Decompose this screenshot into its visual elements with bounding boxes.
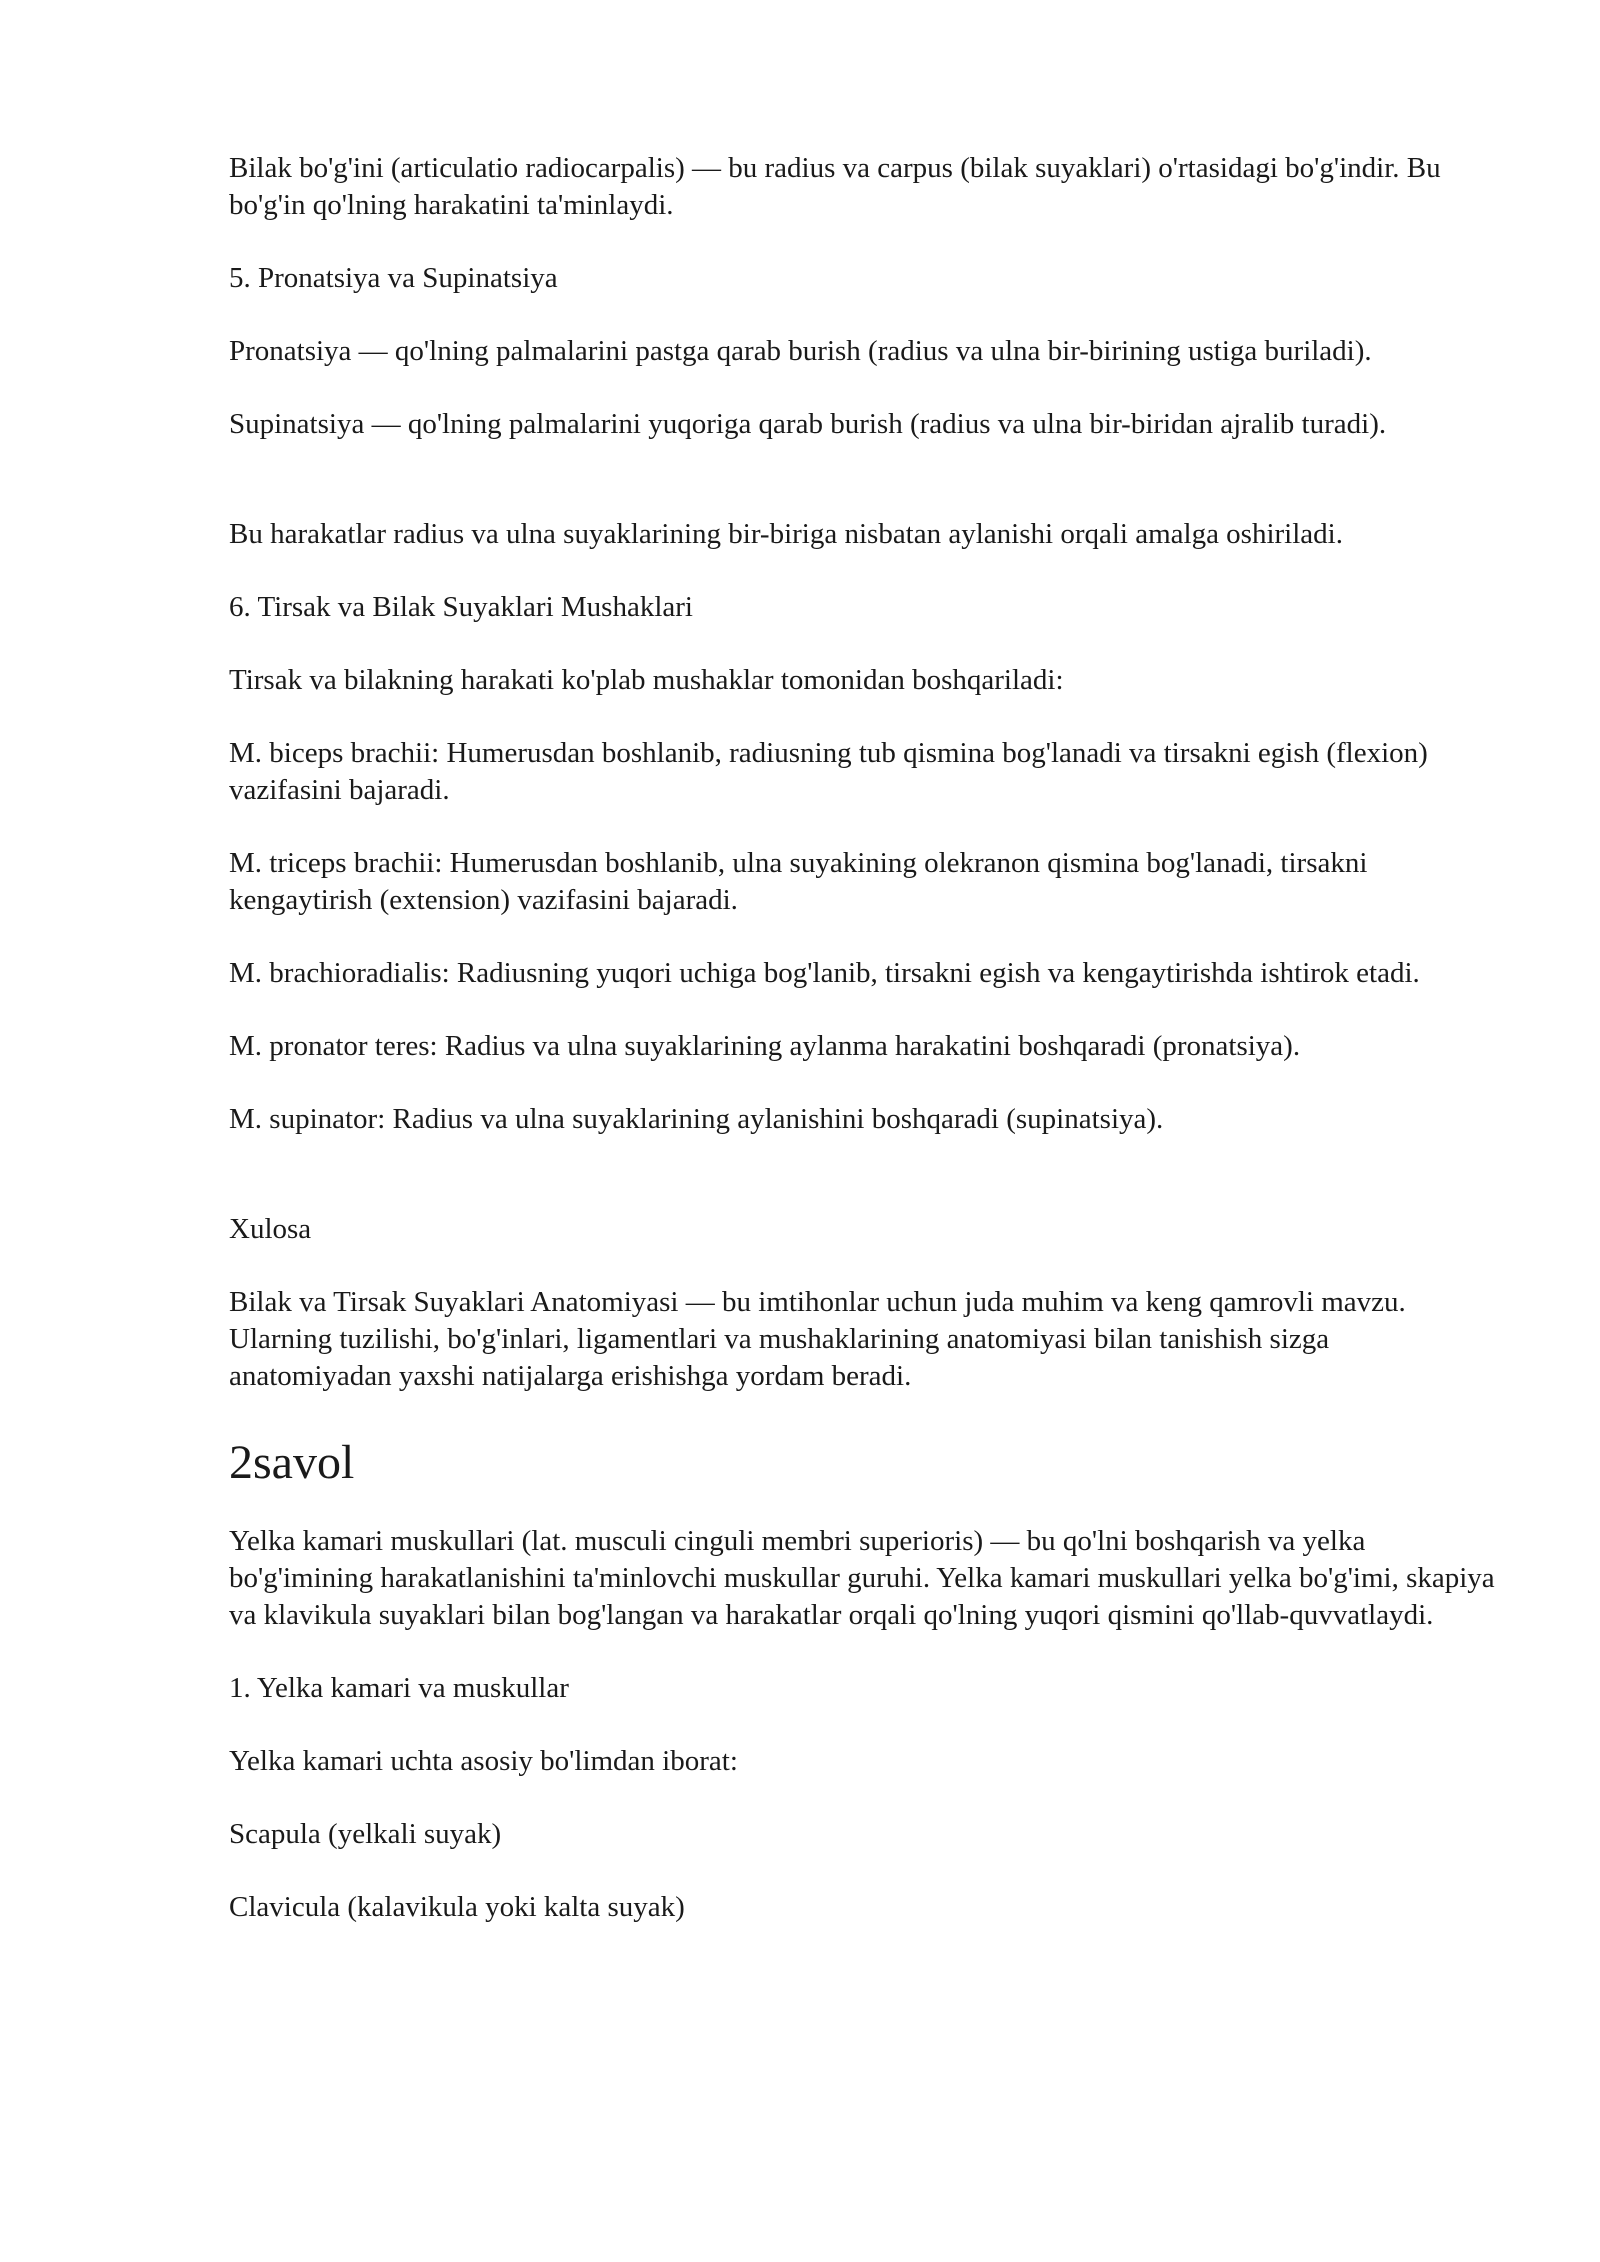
paragraph-wrist-joint: Bilak bo'g'ini (articulatio radiocarpalis) — bu radius va carpus (bilak suyaklari) o'rtasidagi bo'g'indir. Bu bo'g'in qo'lning harakatini ta'minlaydi. — [229, 152, 1441, 221]
list-item-clavicula: Clavicula (kalavikula yoki kalta suyak) — [229, 1891, 685, 1923]
paragraph-parts-intro: Yelka kamari uchta asosiy bo'limdan iborat: — [229, 1745, 738, 1777]
section-heading-pronation-supination: 5. Pronatsiya va Supinatsiya — [229, 262, 558, 294]
document-body — [229, 150, 1499, 1962]
list-item-scapula: Scapula (yelkali suyak) — [229, 1818, 502, 1850]
paragraph-supination: Supinatsiya — qo'lning palmalarini yuqoriga qarab burish (radius va ulna bir-biridan ajralib turadi). — [229, 408, 1387, 440]
page-title-2savol: 2savol — [229, 1436, 355, 1489]
paragraph-triceps: M. triceps brachii: Humerusdan boshlanib, ulna suyakining olekranon qismina bog'lanadi, tirsakni kengaytirish (extension) vazifasini bajaradi. — [229, 847, 1368, 916]
paragraph-supinator: M. supinator: Radius va ulna suyaklarining aylanishini boshqaradi (supinatsiya). — [229, 1103, 1164, 1135]
section-heading-muscles: 6. Tirsak va Bilak Suyaklari Mushaklari — [229, 591, 693, 623]
paragraph-brachioradialis: M. brachioradialis: Radiusning yuqori uchiga bog'lanib, tirsakni egish va kengaytirishda ishtirok etadi. — [229, 957, 1420, 989]
section-heading-conclusion: Xulosa — [229, 1213, 312, 1245]
paragraph-shoulder-muscles-intro: Yelka kamari muskullari (lat. musculi cinguli membri superioris) — bu qo'lni boshqarish va yelka bo'g'imining harakatlanishini ta'minlovchi muskullar guruhi. Yelka kamari muskullari yelka bo'g'imi, skapiya va klavikula suyaklari bilan bog'langan va harakatlar orqali qo'lning yuqori qismini qo'llab-quvvatlaydi. — [229, 1525, 1495, 1631]
paragraph-pronation: Pronatsiya — qo'lning palmalarini pastga qarab burish (radius va ulna bir-birining ustiga buriladi). — [229, 335, 1372, 367]
section-heading-shoulder-girdle: 1. Yelka kamari va muskullar — [229, 1672, 569, 1704]
paragraph-conclusion: Bilak va Tirsak Suyaklari Anatomiyasi — bu imtihonlar uchun juda muhim va keng qamrovli mavzu. Ularning tuzilishi, bo'g'inlari, ligamentlari va mushaklarining anatomiyasi bilan tanishish sizga anatomiyadan yaxshi natijalarga erishishga yordam beradi. — [229, 1286, 1406, 1392]
paragraph-pronator-teres: M. pronator teres: Radius va ulna suyaklarining aylanma harakatini boshqaradi (pronatsiya). — [229, 1030, 1301, 1062]
paragraph-muscles-intro: Tirsak va bilakning harakati ko'plab mushaklar tomonidan boshqariladi: — [229, 664, 1064, 696]
paragraph-rotation: Bu harakatlar radius va ulna suyaklarining bir-biriga nisbatan aylanishi orqali amalga oshiriladi. — [229, 518, 1343, 550]
paragraph-biceps: M. biceps brachii: Humerusdan boshlanib, radiusning tub qismina bog'lanadi va tirsakni egish (flexion) vazifasini bajaradi. — [229, 737, 1428, 806]
